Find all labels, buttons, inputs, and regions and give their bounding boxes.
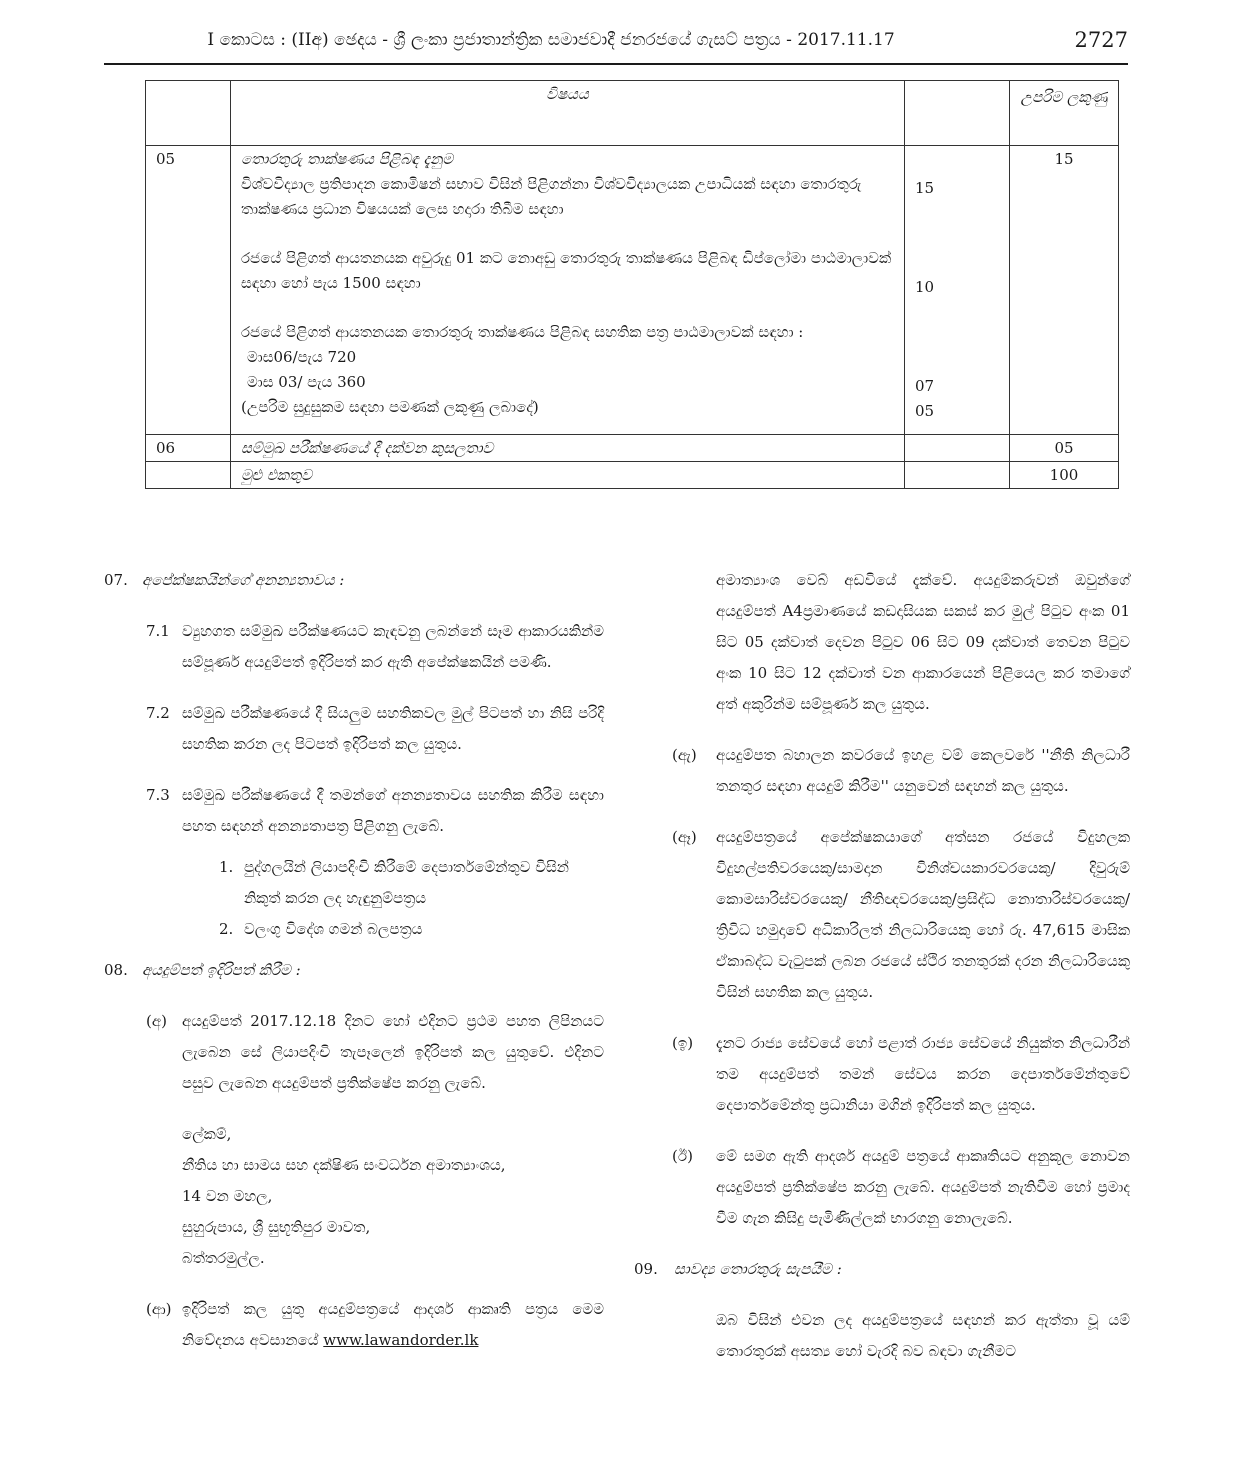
list-item: 1. පුද්ගලයින් ලියාපදිංචි කිරීමේ දෙපාර්තමේන්තුව විසින් නිකුත් කරන ලද හැඳුනුම්පත්‍රය <box>219 858 569 907</box>
page-number: 2727 <box>1074 28 1128 52</box>
row-number: 06 <box>146 435 231 462</box>
total-value: 100 <box>1010 462 1119 489</box>
total-label: මුළු එකතුව <box>231 462 905 489</box>
sub-mark: 07 <box>915 377 935 395</box>
row-sub-marks <box>905 146 1010 435</box>
row-max-marks: 15 <box>1010 146 1119 435</box>
clause-7-3: 7.3 සම්මුඛ පරීක්ෂණයේ දී තමන්ගේ අනන්‍යතාවය සහතික කිරීම සඳහා පහත සඳහන් අනන්‍යතාපත්‍ර පිළිගනු ලැබේ. <box>146 786 604 835</box>
table-row <box>146 146 1119 435</box>
header-cell-max-marks: උපරිම ලකුණු <box>1010 81 1119 146</box>
table-row <box>146 435 1119 462</box>
header-cell-no <box>146 81 231 146</box>
header-cell-subject: විෂයය <box>231 81 905 146</box>
row-max-marks: 05 <box>1010 435 1119 462</box>
criterion-note: (උපරිම සුදුසුකම සඳහා පමණක් ලකුණු ලබාදේ) <box>241 398 539 416</box>
criterion-sub: මාස06/පැය 720 <box>247 348 357 366</box>
clause-8-ii: (ඊ) මේ සමග ඇති ආදර්ශ අයදුම් පත්‍රයේ ආකෘතියට අනුකූල නොවන අයදුම්පත් ප්‍රතික්ෂේප කරනු ලැබේ. අයදුම්පත් නැතිවීම හෝ ප්‍රමාද වීම ගැන කිසිදු පැමිණිල්ලක් භාරගනු නොලැබේ. <box>672 1147 1130 1227</box>
clause-8-a: (අ) අයදුම්පත් 2017.12.18 දිනට හෝ එදිනට ප්‍රථම පහත ලිපිනයට ලැබෙන සේ ලියාපදිංචි තැපෑලෙන් ඉදිරිපත් කල යුතුවේ. එදිනට පසුව ලැබෙන අයදුම්පත් ප්‍රතික්ෂේප කරනු ලැබේ. <box>146 1012 604 1092</box>
page-header <box>104 30 1128 58</box>
section-09-heading: 09. සාවද්‍ය තොරතුරු සැපයීම : <box>634 1260 842 1278</box>
clause-8-aa: (ආ) ඉදිරිපත් කල යුතු අයදුම්පත්‍රයේ ආදර්ශ ආකෘති පත්‍රය මෙම නිවේදනය අවසානයේ www.lawandorder.lk <box>146 1300 604 1349</box>
row-title: තොරතුරු තාක්ෂණය පිළිබඳ දැනුම <box>241 150 454 168</box>
clause-8-aa-continued: අමාත්‍යාංශ වෙබ් අඩවියේ දැක්වේ. අයදුම්කරුවන් ඔවුන්ගේ අයදුම්පත් A4ප්‍රමාණයේ කඩදාසියක සකස් කර මුල් පිටුව අංක 01 සිට 05 දක්වාත් දෙවන පිටුව 06 සිට 09 දක්වාත් තෙවන පිටුව අංක 10 සිට 12 දක්වාත් වන ආකාරයෙන් පිළියෙල කර තමාගේ අත් අකුරින්ම සම්පූර්ණ කල යුතුය. <box>716 571 1130 713</box>
section-09-text: ඔබ විසින් එවන ලද අයදුම්පත්‍රයේ සඳහන් කර ඇත්තා වූ යම් තොරතුරක් අසත්‍ය හෝ වැරදි බව බඳවා ගැනීමට <box>716 1311 1130 1360</box>
criterion-text: විශ්වවිද්‍යාල ප්‍රතිපාදන කොමිෂන් සභාව විසින් පිළිගන්නා විශ්වවිද්‍යාලයක උපාධියක් සඳහා තොරතුරු තාක්ෂණය ප්‍රධාන විෂයයක් ලෙස හදාරා තිබීම සඳහා <box>241 175 862 218</box>
header-cell-sub <box>905 81 1010 146</box>
row-sub-marks <box>905 435 1010 462</box>
section-08-heading: 08. අයදුම්පත් ඉදිරිපත් කිරීම : <box>104 961 301 979</box>
clause-8-ae: (ඇ) අයදුම්පත බහාලන කවරයේ ඉහළ වම් කෙලවරේ ''නීති නිලධාරී තනතුර සඳහා අයදුම් කිරීම'' යනුවෙන් සඳහන් කල යුතුය. <box>672 746 1130 795</box>
list-item: 2. වලංගු විදේශ ගමන් බලපත්‍රය <box>219 920 423 938</box>
criterion-sub: මාස 03/ පැය 360 <box>247 373 366 391</box>
right-column <box>634 565 1130 1387</box>
clause-8-ae2: (ඈ) අයදුම්පත්‍රයේ අපේක්ෂකයාගේ අත්සන රජයේ විදුහලක විදුහල්පතිවරයෙකු/සාමදාන විනිශ්චයකාරවරයෙකු/ දිවුරුම් කොමසාරිස්වරයෙකු/ නීතිඥවරයෙකු/ප්‍රසිද්ධ නොතාරිස්වරයෙකු/ ත්‍රිවිධ හමුදාවේ අධිකාරිලත් නිලධාරියෙකු හෝ රු. 47,615 මාසික ඒකාබද්ධ වැටුපක් ලබන රජයේ ස්ථිර තනතුරක් දරන නිලධාරියෙකු විසින් සහතික කල යුතුය. <box>672 828 1130 1001</box>
sub-mark: 05 <box>915 402 935 420</box>
row-number: 05 <box>146 146 231 435</box>
row-subject: සම්මුඛ පරීක්ෂණයේ දී දක්වන කුසලතාව <box>231 435 905 462</box>
criterion-text: රජයේ පිළිගත් ආයතනයක අවුරුදු 01 කට නොඅඩු තොරතුරු තාක්ෂණය පිළිබඳ ඩිප්ලෝමා පාඨමාලාවක් සඳහා හෝ පැය 1500 සඳහා <box>241 249 892 292</box>
left-column <box>104 565 604 1356</box>
clause-7-2: 7.2 සම්මුඛ පරීක්ෂණයේ දී සියලුම සහතිකවල මුල් පිටපත් හා නිසි පරිදි සහතික කරන ලද පිටපත් ඉදිරිපත් කල යුතුය. <box>146 704 604 753</box>
gazette-header-title: I කොටස : (IIඅ) ඡෙදය - ශ්‍රී ලංකා ප්‍රජාතාන්ත්‍රික සමාජවාදී ජනරජයේ ගැසට් පත්‍රය - 2017.11.17 <box>207 30 895 50</box>
clause-7-1: 7.1 ව්‍යුහගත සම්මුඛ පරීක්ෂණයට කැඳවනු ලබන්නේ සෑම ආකාරයකින්ම සම්පූර්ණ අයදුම්පත් ඉදිරිපත් කර ඇති අපේක්ෂකයින් පමණි. <box>146 622 604 671</box>
section-07-heading: 07. අපේක්ෂකයින්ගේ අනන්‍යතාවය : <box>104 571 345 589</box>
postal-address: ලේකම්, නීතිය හා සාමය සහ දක්ෂිණ සංවර්ධන අමාත්‍යාංශය, 14 වන මහල, සුහුරුපාය, ශ්‍රී සුභූතිපුර මාවත, බත්තරමුල්ල. <box>182 1125 506 1267</box>
website-link[interactable]: www.lawandorder.lk <box>323 1331 479 1349</box>
clause-8-i: (ඉ) දැනට රාජ්‍ය සේවයේ හෝ පළාත් රාජ්‍ය සේවයේ නියුක්ත නිලධාරීන් තම අයදුම්පත් තමන් සේවය කරන දෙපාර්තමේන්තුවේ දෙපාර්තමේන්තු ප්‍රධානියා මගින් ඉදිරිපත් කල යුතුය. <box>672 1034 1130 1114</box>
sub-mark: 10 <box>915 278 935 296</box>
sub-mark: 15 <box>915 179 935 197</box>
table-total-row <box>146 462 1119 489</box>
table-header-row <box>146 81 1119 146</box>
row-subject <box>231 146 905 435</box>
header-divider <box>104 63 1128 65</box>
id-document-list <box>104 852 604 945</box>
marks-table <box>145 80 1119 489</box>
criterion-text: රජයේ පිළිගත් ආයතනයක තොරතුරු තාක්ෂණය පිළිබඳ සහතික පත්‍ර පාඨමාලාවක් සඳහා : <box>241 323 804 341</box>
